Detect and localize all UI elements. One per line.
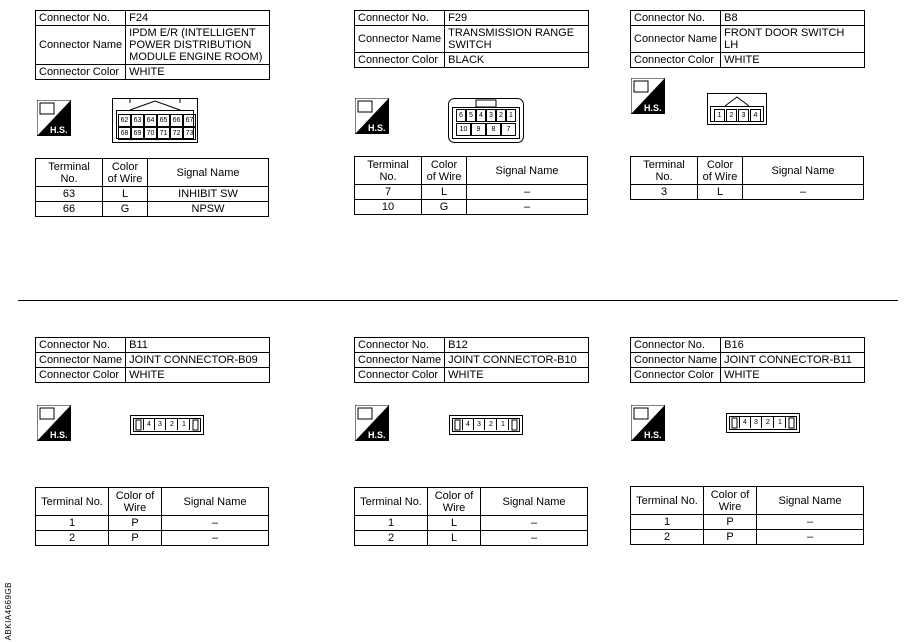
pin-cell: 2 xyxy=(486,419,497,430)
pin-cell: 3 xyxy=(486,109,496,122)
connector-no-value: B12 xyxy=(445,338,589,353)
table-row xyxy=(355,531,588,546)
signal-name-header: Signal Name xyxy=(148,159,269,187)
terminal-no-header: Terminal No. xyxy=(631,487,704,515)
hs-icon xyxy=(631,78,665,114)
connector-info-table xyxy=(630,337,865,383)
connector-name-label: Connector Name xyxy=(36,26,126,65)
table-row xyxy=(631,515,864,530)
wire-color-cell: L xyxy=(422,185,467,200)
pin-cell: 4 xyxy=(739,417,751,428)
wire-color-cell: L xyxy=(428,516,481,531)
pin-cell: 73 xyxy=(183,127,196,140)
pin-cell: 4 xyxy=(462,419,474,430)
connector-info-table xyxy=(35,337,270,383)
hs-icon xyxy=(355,98,389,134)
terminal-no-cell: 2 xyxy=(631,530,704,545)
signal-name-cell: NPSW xyxy=(148,202,269,217)
color-of-wire-header: Color of Wire xyxy=(109,488,162,516)
terminal-table-b16 xyxy=(630,486,864,545)
color-of-wire-header: Color of Wire xyxy=(428,488,481,516)
connector-face-b11 xyxy=(130,415,204,440)
connector-name-value: JOINT CONNECTOR-B10 xyxy=(445,353,589,368)
connector-name-label: Connector Name xyxy=(631,26,721,53)
wire-color-cell: L xyxy=(103,187,148,202)
table-row xyxy=(36,202,269,217)
wire-color-cell: G xyxy=(103,202,148,217)
pin-cell: 6 xyxy=(456,109,466,122)
signal-name-header: Signal Name xyxy=(481,488,588,516)
terminal-no-header: Terminal No. xyxy=(36,159,103,187)
connector-color-value: BLACK xyxy=(445,53,589,68)
pin-cell: 4 xyxy=(750,109,761,122)
pin-cell: 2 xyxy=(496,109,506,122)
connector-no-label: Connector No. xyxy=(631,338,721,353)
connector-no-value: B16 xyxy=(721,338,865,353)
pin-cell: 1 xyxy=(714,109,725,122)
pin-cell: 2 xyxy=(763,417,774,428)
pin-cell: 8 xyxy=(486,123,501,136)
table-row xyxy=(631,185,864,200)
signal-name-header: Signal Name xyxy=(743,157,864,185)
connector-name-label: Connector Name xyxy=(631,353,721,368)
connector-color-value: WHITE xyxy=(126,368,270,383)
connector-face-b8 xyxy=(707,93,767,130)
hs-icon xyxy=(37,100,71,136)
table-row xyxy=(355,516,588,531)
connector-color-label: Connector Color xyxy=(36,368,126,383)
pin-cell: 71 xyxy=(157,127,170,140)
terminal-table-f29 xyxy=(354,156,588,215)
pin-cell: 5 xyxy=(466,109,476,122)
connector-color-value: WHITE xyxy=(445,368,589,383)
terminal-no-cell: 3 xyxy=(631,185,698,200)
svg-text:H.S.: H.S. xyxy=(50,430,68,440)
figure-code: ABKIA4669GB xyxy=(4,582,13,641)
signal-name-cell: – xyxy=(481,516,588,531)
terminal-no-header: Terminal No. xyxy=(355,488,428,516)
connector-block-b12 xyxy=(354,337,589,383)
pin-cell: 2 xyxy=(726,109,737,122)
terminal-no-cell: 66 xyxy=(36,202,103,217)
signal-name-header: Signal Name xyxy=(757,487,864,515)
terminal-table-b8 xyxy=(630,156,864,200)
connector-color-label: Connector Color xyxy=(631,53,721,68)
connector-color-value: WHITE xyxy=(126,65,270,80)
pin-cell: 68 xyxy=(118,127,131,140)
connector-name-value: JOINT CONNECTOR-B09 xyxy=(126,353,270,368)
signal-name-cell: – xyxy=(757,515,864,530)
wire-color-cell: G xyxy=(422,200,467,215)
pin-cell: 3 xyxy=(155,419,166,430)
connector-name-label: Connector Name xyxy=(36,353,126,368)
hs-icon xyxy=(631,405,665,441)
connector-face-b16 xyxy=(726,413,800,438)
wire-color-cell: P xyxy=(704,530,757,545)
pin-cell: 70 xyxy=(144,127,157,140)
table-row xyxy=(355,200,588,215)
pin-cell: 9 xyxy=(471,123,486,136)
connector-block-b8 xyxy=(630,10,865,68)
pin-cell: 1 xyxy=(775,417,786,428)
connector-no-label: Connector No. xyxy=(355,11,445,26)
pin-cell: 4 xyxy=(476,109,486,122)
pin-cell: 63 xyxy=(131,114,144,127)
hs-icon xyxy=(37,405,71,441)
connector-no-value: F29 xyxy=(445,11,589,26)
pin-cell: 3 xyxy=(474,419,485,430)
signal-name-cell: – xyxy=(757,530,864,545)
pin-cell: 2 xyxy=(167,419,178,430)
terminal-no-header: Terminal No. xyxy=(36,488,109,516)
connector-no-label: Connector No. xyxy=(631,11,721,26)
svg-text:H.S.: H.S. xyxy=(644,430,662,440)
terminal-table-f24 xyxy=(35,158,269,217)
color-of-wire-header: Color of Wire xyxy=(103,159,148,187)
color-of-wire-header: Color of Wire xyxy=(422,157,467,185)
connector-no-label: Connector No. xyxy=(36,338,126,353)
terminal-no-cell: 1 xyxy=(36,516,109,531)
pin-cell: 66 xyxy=(170,114,183,127)
connector-block-b11 xyxy=(35,337,270,383)
connector-face-f29 xyxy=(448,98,524,149)
pin-cell: 72 xyxy=(170,127,183,140)
svg-text:H.S.: H.S. xyxy=(50,125,68,135)
wire-color-cell: P xyxy=(109,516,162,531)
connector-block-f29 xyxy=(354,10,589,68)
connector-info-table xyxy=(354,10,589,68)
pin-cell: 7 xyxy=(501,123,516,136)
color-of-wire-header: Color of Wire xyxy=(698,157,743,185)
color-of-wire-header: Color of Wire xyxy=(704,487,757,515)
connector-face-b12 xyxy=(449,415,523,440)
svg-text:H.S.: H.S. xyxy=(368,430,386,440)
signal-name-header: Signal Name xyxy=(467,157,588,185)
signal-name-cell: – xyxy=(743,185,864,200)
table-row xyxy=(36,531,269,546)
connector-name-value: IPDM E/R (INTELLIGENT POWER DISTRIBUTION MODULE ENGINE ROOM) xyxy=(126,26,270,65)
pin-cell: 1 xyxy=(506,109,516,122)
table-row xyxy=(36,516,269,531)
connector-color-label: Connector Color xyxy=(355,368,445,383)
connector-face-f24 xyxy=(112,98,198,149)
pin-cell: 10 xyxy=(456,123,471,136)
pin-cell: 67 xyxy=(183,114,196,127)
connector-info-table xyxy=(354,337,589,383)
connector-color-label: Connector Color xyxy=(631,368,721,383)
table-row xyxy=(36,187,269,202)
signal-name-cell: – xyxy=(467,200,588,215)
signal-name-cell: – xyxy=(162,531,269,546)
terminal-no-cell: 7 xyxy=(355,185,422,200)
connector-name-value: TRANSMISSION RANGE SWITCH xyxy=(445,26,589,53)
connector-name-value: JOINT CONNECTOR-B11 xyxy=(721,353,865,368)
connector-color-label: Connector Color xyxy=(355,53,445,68)
connector-no-value: B8 xyxy=(721,11,865,26)
terminal-no-cell: 2 xyxy=(355,531,428,546)
connector-color-label: Connector Color xyxy=(36,65,126,80)
terminal-no-cell: 63 xyxy=(36,187,103,202)
connector-name-value: FRONT DOOR SWITCH LH xyxy=(721,26,865,53)
connector-color-value: WHITE xyxy=(721,368,865,383)
connector-info-table xyxy=(35,10,270,80)
table-row xyxy=(355,185,588,200)
pin-cell: 3 xyxy=(738,109,749,122)
connector-name-label: Connector Name xyxy=(355,353,445,368)
terminal-no-cell: 1 xyxy=(631,515,704,530)
wire-color-cell: L xyxy=(428,531,481,546)
connector-info-table xyxy=(630,10,865,68)
pin-cell: 62 xyxy=(118,114,131,127)
connector-name-label: Connector Name xyxy=(355,26,445,53)
connector-block-b16 xyxy=(630,337,865,383)
terminal-table-b11 xyxy=(35,487,269,546)
terminal-no-cell: 10 xyxy=(355,200,422,215)
signal-name-header: Signal Name xyxy=(162,488,269,516)
connector-no-label: Connector No. xyxy=(36,11,126,26)
wire-color-cell: P xyxy=(109,531,162,546)
connector-color-value: WHITE xyxy=(721,53,865,68)
connector-block-f24 xyxy=(35,10,270,80)
wire-color-cell: P xyxy=(704,515,757,530)
signal-name-cell: – xyxy=(467,185,588,200)
terminal-no-cell: 2 xyxy=(36,531,109,546)
wire-color-cell: L xyxy=(698,185,743,200)
pin-cell: 4 xyxy=(143,419,155,430)
terminal-no-header: Terminal No. xyxy=(355,157,422,185)
pin-cell: 64 xyxy=(144,114,157,127)
terminal-no-header: Terminal No. xyxy=(631,157,698,185)
connector-no-value: F24 xyxy=(126,11,270,26)
svg-text:H.S.: H.S. xyxy=(644,103,662,113)
svg-text:H.S.: H.S. xyxy=(368,123,386,133)
signal-name-cell: INHIBIT SW xyxy=(148,187,269,202)
terminal-no-cell: 1 xyxy=(355,516,428,531)
pin-cell: 65 xyxy=(157,114,170,127)
terminal-table-b12 xyxy=(354,487,588,546)
pin-cell: 1 xyxy=(179,419,190,430)
connector-no-label: Connector No. xyxy=(355,338,445,353)
table-row xyxy=(631,530,864,545)
pin-cell: 1 xyxy=(498,419,509,430)
signal-name-cell: – xyxy=(481,531,588,546)
section-divider xyxy=(18,300,898,301)
signal-name-cell: – xyxy=(162,516,269,531)
pin-cell: 3 xyxy=(751,417,762,428)
hs-icon xyxy=(355,405,389,441)
pin-cell: 69 xyxy=(131,127,144,140)
connector-no-value: B11 xyxy=(126,338,270,353)
